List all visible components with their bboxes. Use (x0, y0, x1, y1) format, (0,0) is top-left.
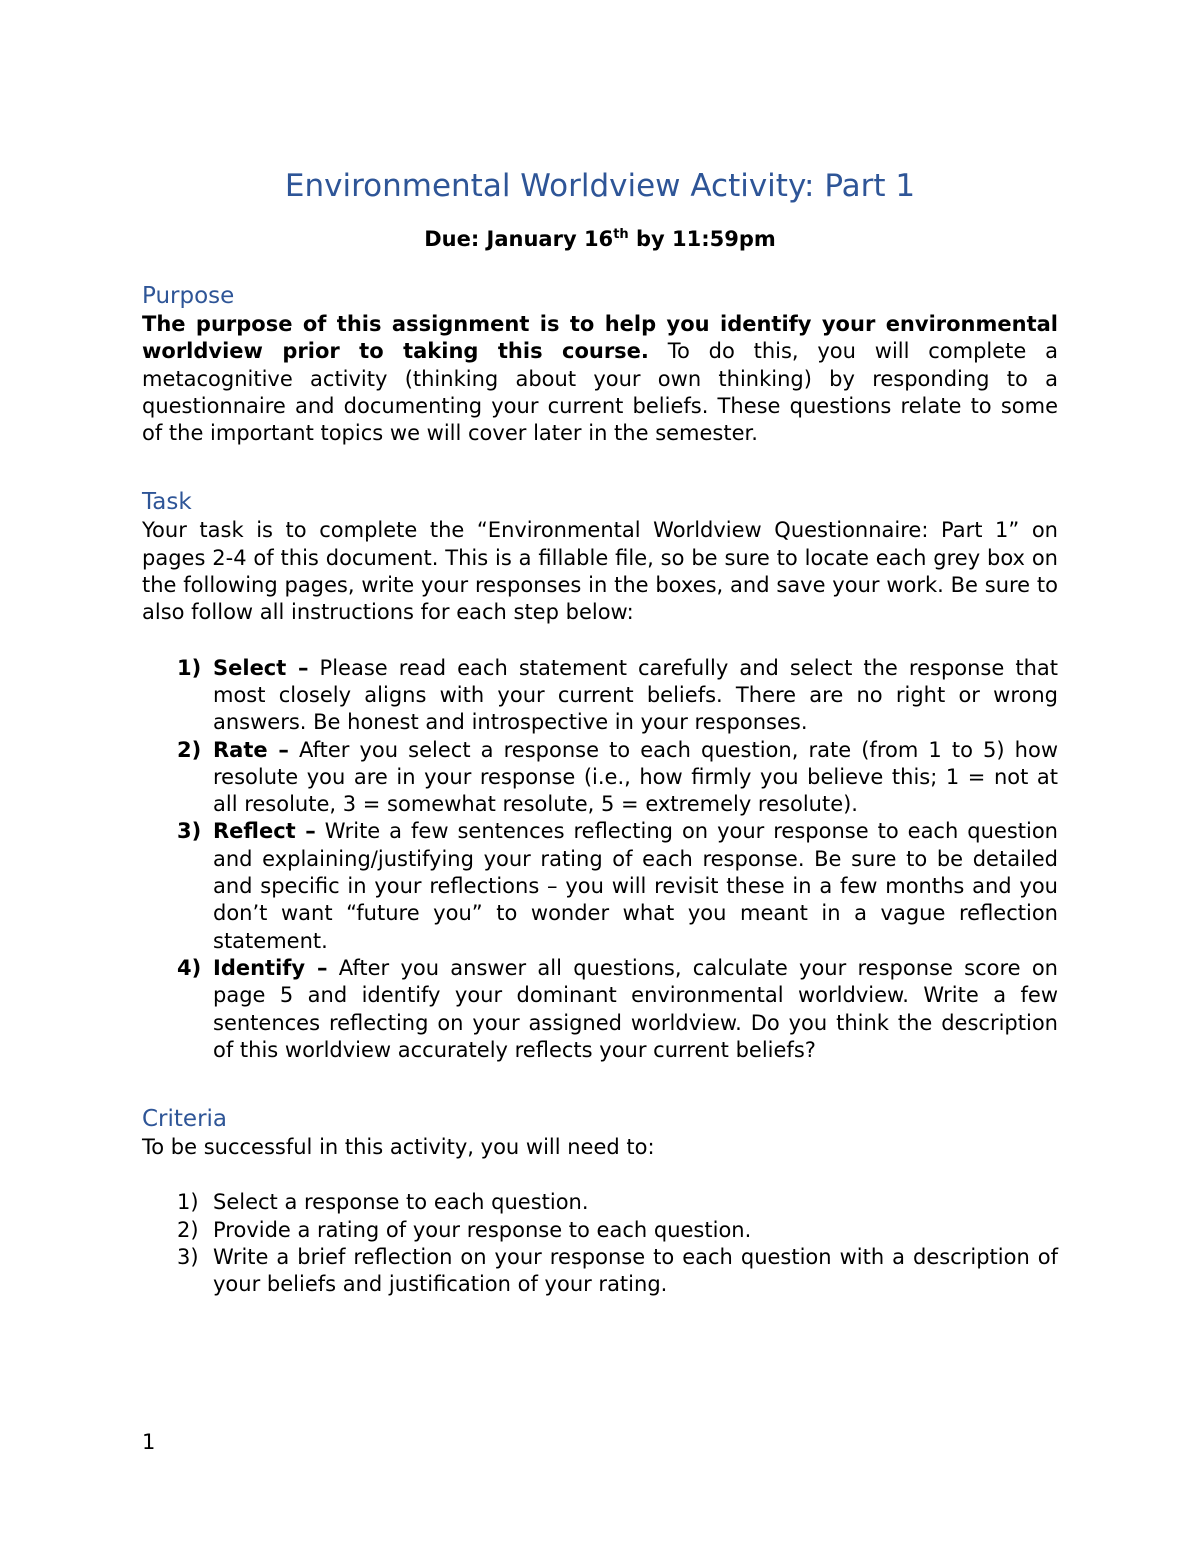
criteria-intro: To be successful in this activity, you will need to: (142, 1135, 655, 1160)
page-number: 1 (142, 1430, 156, 1454)
list-item (142, 1217, 1058, 1244)
task-paragraph: Your task is to complete the “Environmental Worldview Questionnaire: Part 1” on pages 2-4 of this document. This is a fillable file, so be sure to locate each grey box on the following pages, write your responses in the boxes, and save your work. Be sure to also follow all instructions for each step below: (142, 518, 1058, 625)
step-label: Identify – (213, 955, 328, 980)
list-item (142, 655, 1058, 737)
due-date-prefix: Due: January 16 (424, 227, 614, 251)
list-number: 2) (177, 1217, 199, 1242)
criteria-text: Write a brief reflection on your response to each question with a description of your beliefs and justification of your rating. (213, 1245, 1058, 1297)
list-number: 4) (177, 955, 202, 980)
page-content (142, 165, 1058, 1299)
step-label: Rate – (213, 737, 289, 762)
step-text: Write a few sentences reflecting on your response to each question and explaining/justifying your rating of each response. Be sure to be detailed and specific in your reflections – you will revisit these in a few months and you don’t want “future you” to wonder what you meant in a vague reflection statement. (213, 819, 1058, 953)
list-number: 2) (177, 737, 202, 762)
list-item (142, 1244, 1058, 1299)
due-date-ordinal: th (613, 227, 629, 242)
due-date-suffix: by 11:59pm (628, 227, 776, 251)
list-number: 1) (177, 655, 202, 680)
list-item (142, 955, 1058, 1064)
task-steps-list (142, 655, 1058, 1064)
list-number: 3) (177, 1245, 199, 1270)
document-title: Environmental Worldview Activity: Part 1 (284, 168, 916, 204)
list-number: 1) (177, 1190, 199, 1215)
criteria-list (142, 1189, 1058, 1298)
task-heading: Task (142, 489, 192, 516)
due-date (142, 225, 1058, 253)
step-label: Reflect – (213, 819, 316, 844)
list-item (142, 818, 1058, 954)
step-text: After you answer all questions, calculate your response score on page 5 and identify your dominant environmental worldview. Write a few sentences reflecting on your assigned worldview. Do you think the description of this worldview accurately reflects your current beliefs? (213, 955, 1058, 1062)
criteria-heading: Criteria (142, 1106, 228, 1133)
purpose-heading: Purpose (142, 283, 235, 309)
purpose-bold-text: The purpose of this assignment is to help you identify your environmental worldview prior to taking this course. (142, 312, 1058, 364)
list-number: 3) (177, 819, 202, 844)
step-text: After you select a response to each question, rate (from 1 to 5) how resolute you are in your response (i.e., how firmly you believe this; 1 = not at all resolute, 3 = somewhat resolute, 5 = extremely resolute). (213, 737, 1058, 817)
criteria-text: Select a response to each question. (213, 1190, 589, 1215)
list-item (142, 1189, 1058, 1216)
list-item (142, 737, 1058, 819)
purpose-paragraph (142, 311, 1058, 447)
step-label: Select – (213, 655, 309, 680)
purpose-text: To do this, you will complete a metacognitive activity (thinking about your own thinking) by responding to a questionnaire and documenting your current beliefs. These questions relate to some of the important topics we will cover later in the semester. (142, 339, 1059, 446)
criteria-text: Provide a rating of your response to each question. (213, 1217, 752, 1242)
step-text: Please read each statement carefully and select the response that most closely aligns with your current beliefs. There are no right or wrong answers. Be honest and introspective in your responses. (213, 655, 1059, 735)
